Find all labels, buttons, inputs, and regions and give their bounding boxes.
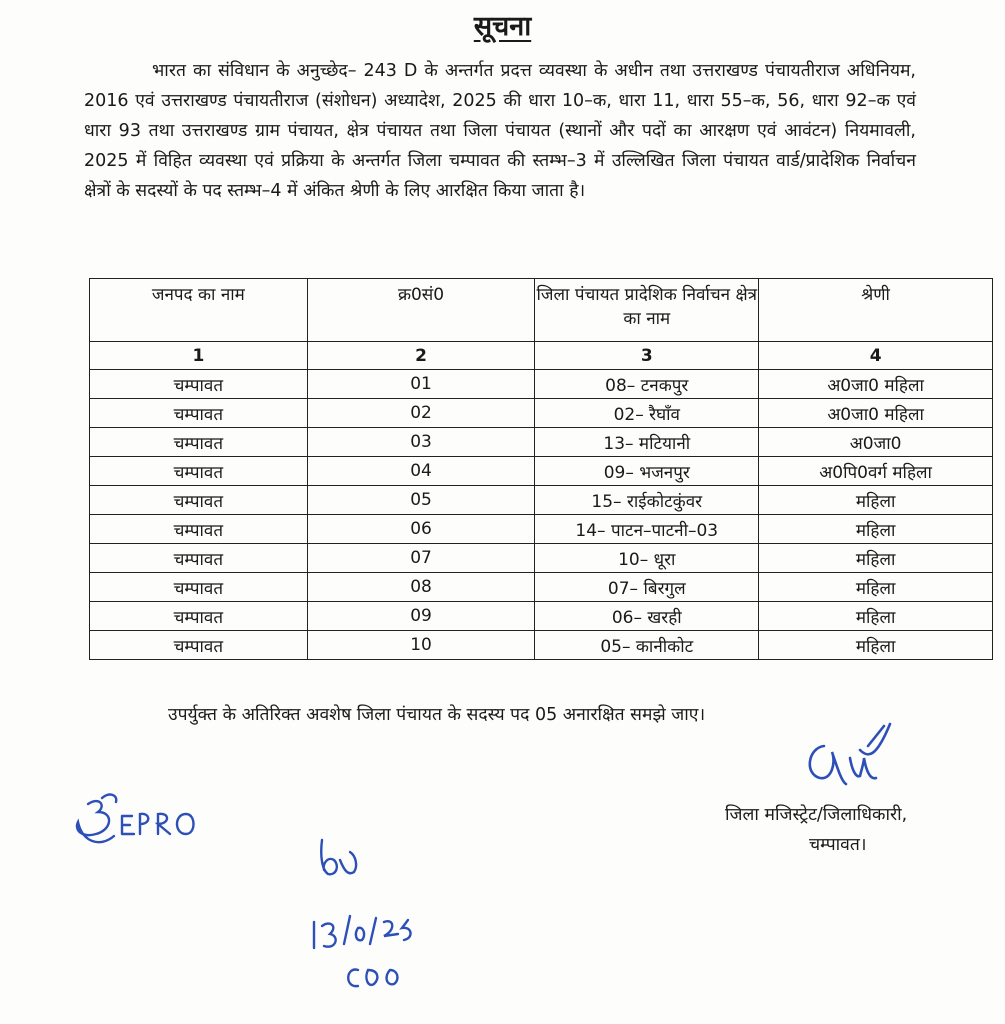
cell-district: चम्पावत bbox=[90, 457, 308, 486]
cell-category: अ0पि0वर्ग महिला bbox=[759, 457, 993, 486]
table-row bbox=[90, 399, 993, 428]
cell-constituency: 14– पाटन–पाटनी–03 bbox=[535, 515, 759, 544]
cell-district: चम्पावत bbox=[90, 602, 308, 631]
cell-category: महिला bbox=[759, 544, 993, 573]
cell-district: चम्पावत bbox=[90, 428, 308, 457]
cell-constituency: 02– रैघाँव bbox=[535, 399, 759, 428]
cell-serial: 09 bbox=[307, 602, 535, 631]
cell-constituency: 07– बिरगुल bbox=[535, 573, 759, 602]
cell-constituency: 05– कानीकोट bbox=[535, 631, 759, 660]
table-row bbox=[90, 631, 993, 660]
cell-category: महिला bbox=[759, 515, 993, 544]
cell-constituency: 06– खरही bbox=[535, 602, 759, 631]
table-row bbox=[90, 370, 993, 399]
table-row bbox=[90, 457, 993, 486]
cell-district: चम्पावत bbox=[90, 399, 308, 428]
signatory-designation: जिला मजिस्ट्रेट/जिलाधिकारी, bbox=[725, 805, 908, 825]
header-constituency: जिला पंचायत प्रादेशिक निर्वाचन क्षेत्र का नाम bbox=[535, 279, 759, 342]
table-row bbox=[90, 515, 993, 544]
cell-category: अ0जा0 महिला bbox=[759, 399, 993, 428]
header-serial: क्र0सं0 bbox=[307, 279, 535, 342]
column-number: 4 bbox=[759, 342, 993, 370]
cell-category: महिला bbox=[759, 602, 993, 631]
cell-constituency: 09– भजनपुर bbox=[535, 457, 759, 486]
header-category: श्रेणी bbox=[759, 279, 993, 342]
handwritten-epro-mark bbox=[66, 790, 226, 860]
cell-serial: 06 bbox=[307, 515, 535, 544]
column-number-row bbox=[90, 342, 993, 370]
cell-district: चम्पावत bbox=[90, 486, 308, 515]
cell-category: अ0जा0 महिला bbox=[759, 370, 993, 399]
table-row bbox=[90, 428, 993, 457]
cell-district: चम्पावत bbox=[90, 573, 308, 602]
handwritten-date-initials bbox=[300, 826, 430, 1016]
signatory-block bbox=[725, 800, 907, 860]
table-row bbox=[90, 544, 993, 573]
header-district: जनपद का नाम bbox=[90, 279, 308, 342]
cell-category: महिला bbox=[759, 631, 993, 660]
cell-category: महिला bbox=[759, 486, 993, 515]
cell-serial: 10 bbox=[307, 631, 535, 660]
column-number: 2 bbox=[307, 342, 535, 370]
cell-serial: 04 bbox=[307, 457, 535, 486]
table-row bbox=[90, 573, 993, 602]
cell-serial: 01 bbox=[307, 370, 535, 399]
cell-district: चम्पावत bbox=[90, 370, 308, 399]
notice-paragraph: भारत का संविधान के अनुच्छेद– 243 D के अन्तर्गत प्रदत्त व्यवस्था के अधीन तथा उत्तराखण्ड पंचायतीराज अधिनियम, 2016 एवं उत्तराखण्ड पंचायतीराज (संशोधन) अध्यादेश, 2025 की धारा 10–क, धारा 11, धारा 55–क, 56, धारा 92–क एवं धारा 93 तथा उत्तराखण्ड ग्राम पंचायत, क्षेत्र पंचायत तथा जिला पंचायत (स्थानों और पदों का आरक्षण एवं आवंटन) नियमावली, 2025 में विहित व्यवस्था एवं प्रक्रिया के अन्तर्गत जिला चम्पावत की स्तम्भ–3 में उल्लिखित जिला पंचायत वार्ड/प्रादेशिक निर्वाचन क्षेत्रों के सदस्यों के पद स्तम्भ–4 में अंकित श्रेणी के लिए आरक्षित किया जाता है। bbox=[84, 61, 916, 201]
cell-constituency: 10– धूरा bbox=[535, 544, 759, 573]
cell-serial: 07 bbox=[307, 544, 535, 573]
magistrate-signature bbox=[798, 718, 908, 798]
cell-district: चम्पावत bbox=[90, 631, 308, 660]
notice-title: सूचना bbox=[473, 11, 532, 42]
footer-note: उपर्युक्त के अतिरिक्त अवशेष जिला पंचायत के सदस्य पद 05 अनारक्षित समझे जाए। bbox=[168, 705, 706, 725]
table-row bbox=[90, 602, 993, 631]
cell-serial: 05 bbox=[307, 486, 535, 515]
cell-district: चम्पावत bbox=[90, 544, 308, 573]
cell-constituency: 15– राईकोटकुंवर bbox=[535, 486, 759, 515]
column-number: 1 bbox=[90, 342, 308, 370]
reservation-table bbox=[89, 278, 993, 660]
cell-constituency: 13– मटियानी bbox=[535, 428, 759, 457]
cell-serial: 02 bbox=[307, 399, 535, 428]
cell-district: चम्पावत bbox=[90, 515, 308, 544]
signatory-place: चम्पावत। bbox=[809, 835, 867, 855]
column-number: 3 bbox=[535, 342, 759, 370]
cell-category: महिला bbox=[759, 573, 993, 602]
cell-serial: 08 bbox=[307, 573, 535, 602]
cell-constituency: 08– टनकपुर bbox=[535, 370, 759, 399]
cell-serial: 03 bbox=[307, 428, 535, 457]
table-header-row bbox=[90, 279, 993, 342]
cell-category: अ0जा0 bbox=[759, 428, 993, 457]
table-row bbox=[90, 486, 993, 515]
